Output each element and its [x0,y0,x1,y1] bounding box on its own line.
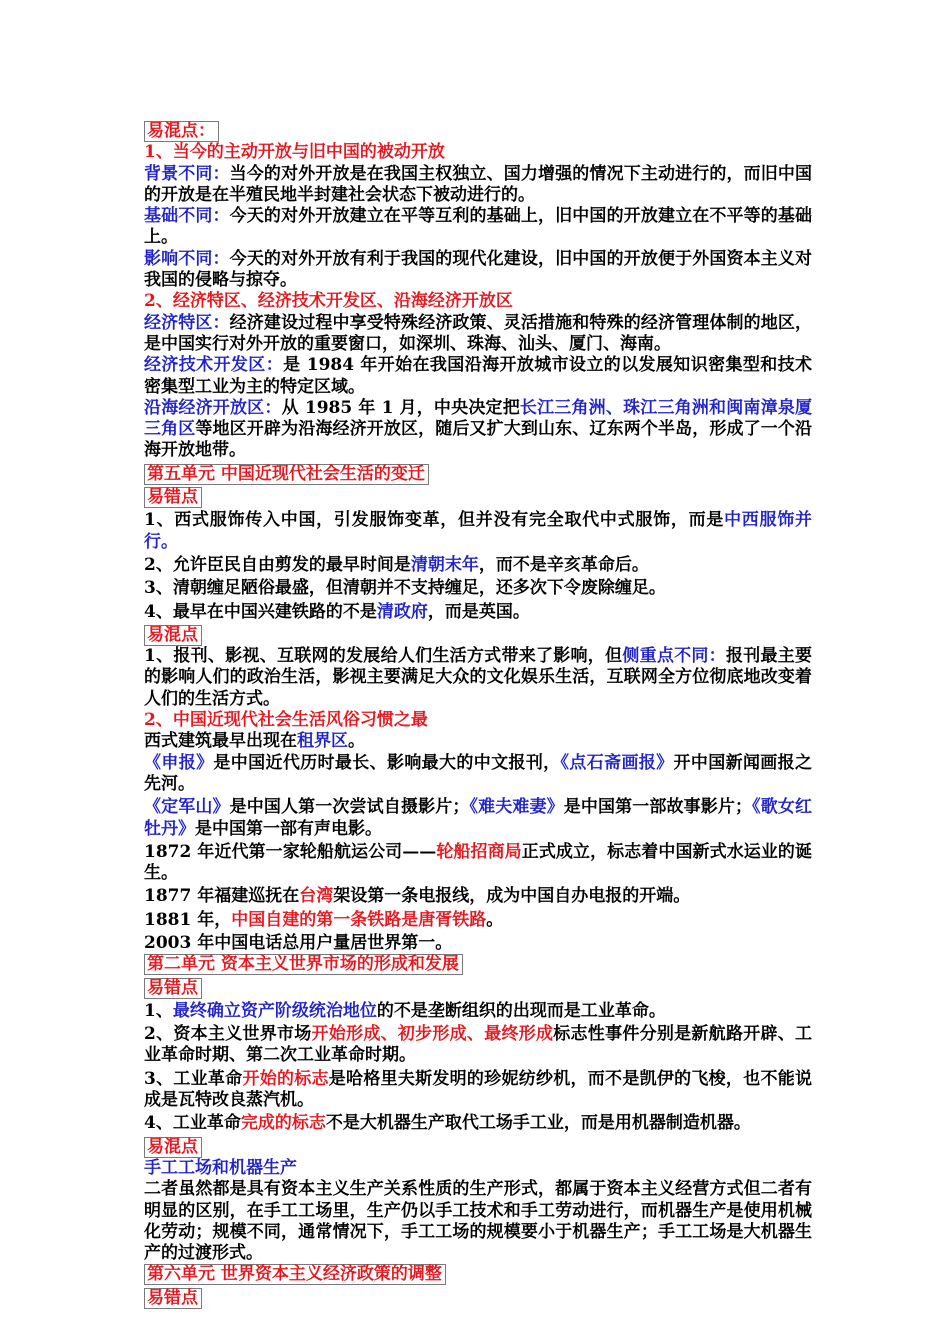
unit-title [144,1264,812,1285]
unit6-title: 第六单元 世界资本主义经济政策的调整 [144,1264,446,1285]
para-foundation: 基础不同：今天的对外开放建立在平等互利的基础上，旧中国的开放建立在不平等的基础上。 [144,206,813,248]
para-background: 背景不同：当今的对外开放是在我国主权独立、国力增强的情况下主动进行的，而旧中国的开放是在半殖民地半封建社会状态下被动进行的。 [144,163,813,205]
para-influence: 影响不同：今天的对外开放有利于我国的现代化建设，旧中国的开放便于外国资本主义对我国的侵略与掠夺。 [144,248,813,291]
list-item: 4、工业革命完成的标志不是大机器生产取代工场手工业，而是用机器制造机器。 [144,1113,751,1134]
list-item: 2003 年中国电话总用户量居世界第一。 [144,932,453,953]
list-item: 《申报》是中国近代历时最长、影响最大的中文报刊，《点石斋画报》开中国新闻画报之先河。 [144,752,813,794]
unit5-title: 第五单元 中国近现代社会生活的变迁 [144,464,429,485]
section-label [144,1288,812,1309]
list-item: 2、允许臣民自由剪发的最早时间是清朝末年，而不是辛亥革命后。 [144,554,649,575]
list-item: 1877 年福建巡抚在台湾架设第一条电报线，成为中国自办电报的开端。 [144,886,691,907]
unit-title [144,464,812,485]
para-coastal-zone: 沿海经济开放区：从 1985 年 1 月，中央决定把长江三角洲、珠江三角洲和闽南漳泉厦三角区等地区开辟为沿海经济开放区，随后又扩大到山东、辽东两个半岛，形成了一个沿海开放地带。 [144,397,813,461]
unit-title [144,954,812,975]
list-item: 4、最早在中国兴建铁路的不是清政府，而是英国。 [144,601,530,622]
unit2-title: 第二单元 资本主义世界市场的形成和发展 [144,954,463,975]
para-dev-zone: 经济技术开发区：是 1984 年开始在我国沿海开放城市设立的以发展知识密集型和技术密集型工业为主的特定区域。 [144,355,812,397]
label-box-yicuo: 易错点 [144,978,202,999]
para-media: 1、报刊、影视、互联网的发展给人们生活方式带来了影响，但侧重点不同：报刊最主要的影响人们的政治生活，影视主要满足大众的文化娱乐生活，互联网全方位彻底地改变着人们的生活方式。 [144,646,813,709]
list-item: 3、清朝缠足陋俗最盛，但清朝并不支持缠足，还多次下令废除缠足。 [144,578,666,599]
list-item: 1881 年，中国自建的第一条铁路是唐胥铁路。 [144,909,504,930]
para-special-zone: 经济特区：经济建设过程中享受特殊经济政策、灵活措施和特殊的经济管理体制的地区，是中国实行对外开放的重要窗口，如深圳、珠海、汕头、厦门、海南。 [144,312,813,354]
list-item: 2、资本主义世界市场开始形成、初步形成、最终形成标志性事件分别是新航路开辟、工业革命时期、第二次工业革命时期。 [144,1024,813,1066]
heading-firsts: 2、中国近现代社会生活风俗习惯之最 [144,710,428,731]
list-item: 1、西式服饰传入中国，引发服饰变革，但并没有完全取代中式服饰，而是中西服饰并行。 [144,510,812,552]
document-page [144,121,812,1309]
list-item: 《定军山》是中国人第一次尝试自摄影片；《难夫难妻》是中国第一部故事影片；《歌女红牡丹》是中国第一部有声电影。 [144,797,813,839]
section-label [144,487,812,508]
list-item: 1、最终确立资产阶级统治地位的不是垄断组织的出现而是工业革命。 [144,1000,666,1021]
section-label [144,1137,812,1158]
heading-open-compare: 1、当今的主动开放与旧中国的被动开放 [144,142,445,163]
label-box-yicuo: 易错点 [144,487,202,508]
section-label [144,625,812,646]
list-item: 1872 年近代第一家轮船航运公司——轮船招商局正式成立，标志着中国新式水运业的诞生。 [144,841,813,884]
list-item: 3、工业革命开始的标志是哈格里夫斯发明的珍妮纺纱机，而不是凯伊的飞梭，也不能说成是瓦特改良蒸汽机。 [144,1068,812,1111]
label-box-yihun: 易混点 [144,1137,202,1158]
list-item: 西式建筑最早出现在租界区。 [144,731,365,752]
heading-workshop: 手工工场和机器生产 [144,1157,297,1178]
label-box-yihun: 易混点： [144,121,219,142]
heading-zones: 2、经济特区、经济技术开发区、沿海经济开放区 [144,291,513,312]
label-box-yicuo: 易错点 [144,1288,202,1309]
section-label [144,121,812,142]
section-label [144,978,812,999]
label-box-yihun: 易混点 [144,625,202,646]
para-workshop: 二者虽然都是具有资本主义生产关系性质的生产形式，都属于资本主义经营方式但二者有明显的区别，在手工工场里，生产仍以手工技术和手工劳动进行，而机器生产是使用机械化劳动；规模不同，通常情况下，手工工场的规模要小于机器生产；手工工场是大机器生产的过渡形式。 [144,1179,812,1264]
